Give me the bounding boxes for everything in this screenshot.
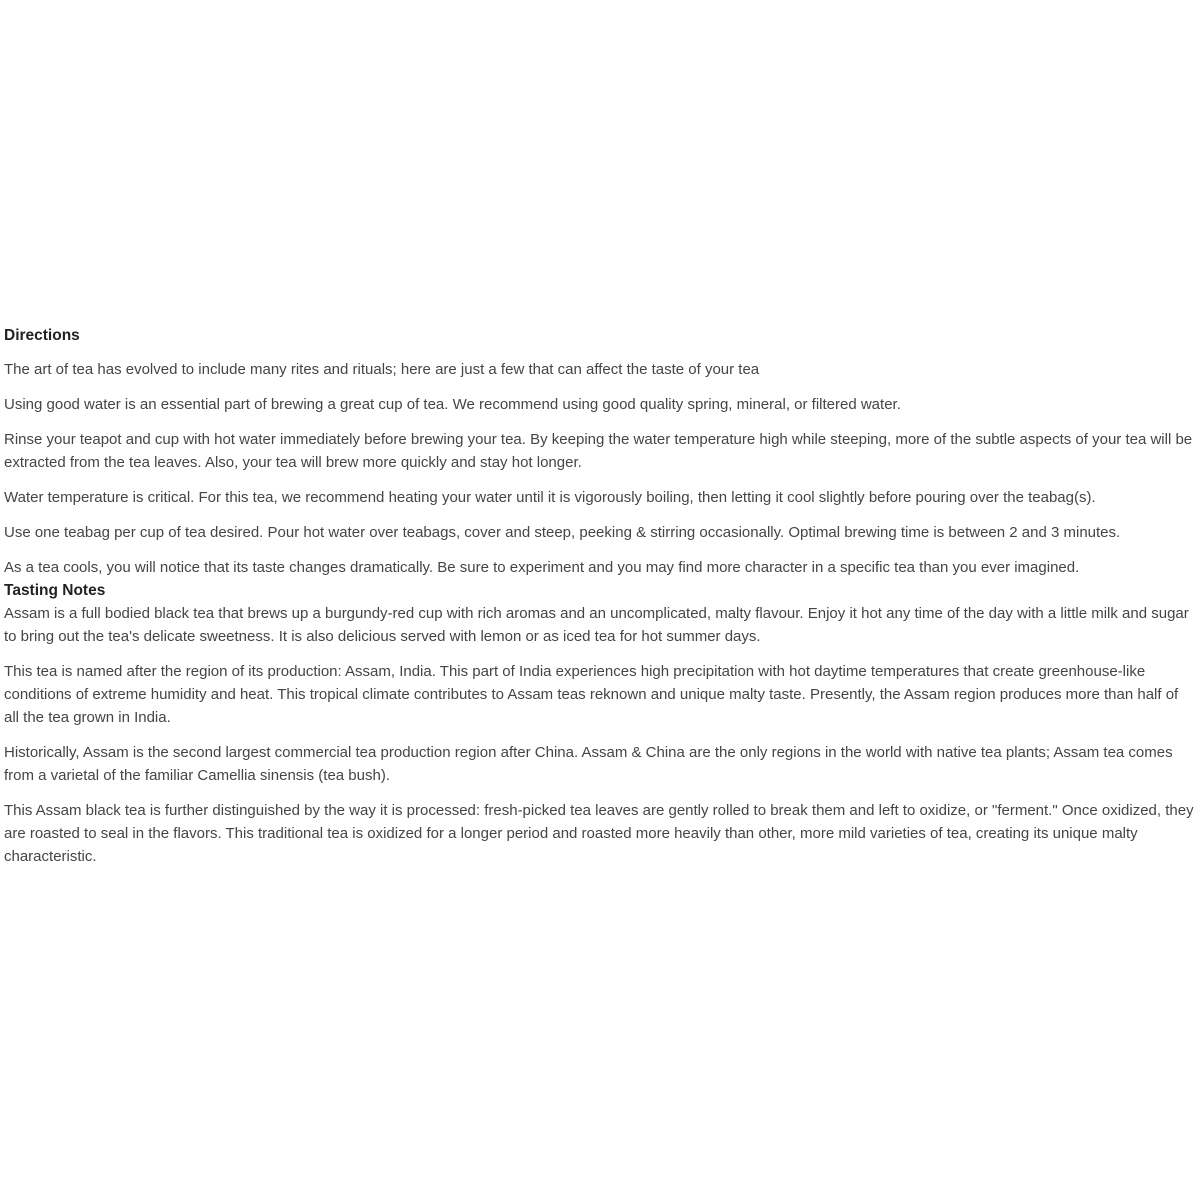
directions-paragraph: Use one teabag per cup of tea desired. Pour hot water over teabags, cover and steep, peeking & stirring occasionally. Optimal brewing time is between 2 and 3 minutes. (4, 524, 1121, 541)
directions-paragraph: Using good water is an essential part of brewing a great cup of tea. We recommend using good quality spring, mineral, or filtered water. (4, 396, 901, 413)
directions-paragraph: Rinse your teapot and cup with hot water immediately before brewing your tea. By keeping the water temperature high while steeping, more of the subtle aspects of your tea will be extracted from the tea leaves. Also, your tea will brew more quickly and stay hot longer. (4, 431, 1193, 471)
directions-section (4, 324, 1196, 579)
directions-heading: Directions (4, 327, 80, 344)
directions-paragraph: Water temperature is critical. For this tea, we recommend heating your water until it is vigorously boiling, then letting it cool slightly before pouring over the teabag(s). (4, 489, 1096, 506)
directions-paragraph: The art of tea has evolved to include many rites and rituals; here are just a few that can affect the taste of your tea (4, 361, 760, 378)
tasting-notes-heading: Tasting Notes (4, 582, 106, 599)
product-description (4, 324, 1196, 880)
tasting-notes-paragraph: This tea is named after the region of its production: Assam, India. This part of India experiences high precipitation with hot daytime temperatures that create greenhouse-like conditions of extreme humidity and heat. This tropical climate contributes to Assam teas reknown and unique malty taste. Presently, the Assam region produces more than half of all the tea grown in India. (4, 663, 1179, 726)
tasting-notes-section (4, 579, 1196, 868)
tasting-notes-paragraph: Assam is a full bodied black tea that brews up a burgundy-red cup with rich aromas and an uncomplicated, malty flavour. Enjoy it hot any time of the day with a little milk and sugar to bring out the tea's delicate sweetness. It is also delicious served with lemon or as iced tea for hot summer days. (4, 605, 1189, 645)
tasting-notes-paragraph: Historically, Assam is the second largest commercial tea production region after China. Assam & China are the only regions in the world with native tea plants; Assam tea comes from a varietal of the familiar Camellia sinensis (tea bush). (4, 744, 1173, 784)
directions-paragraph: As a tea cools, you will notice that its taste changes dramatically. Be sure to experiment and you may find more character in a specific tea than you ever imagined. (4, 559, 1080, 576)
tasting-notes-paragraph: This Assam black tea is further distinguished by the way it is processed: fresh-picked tea leaves are gently rolled to break them and left to oxidize, or "ferment." Once oxidized, they are roasted to seal in the flavors. This traditional tea is oxidized for a longer period and roasted more heavily than other, more mild varieties of tea, creating its unique malty characteristic. (4, 802, 1194, 865)
